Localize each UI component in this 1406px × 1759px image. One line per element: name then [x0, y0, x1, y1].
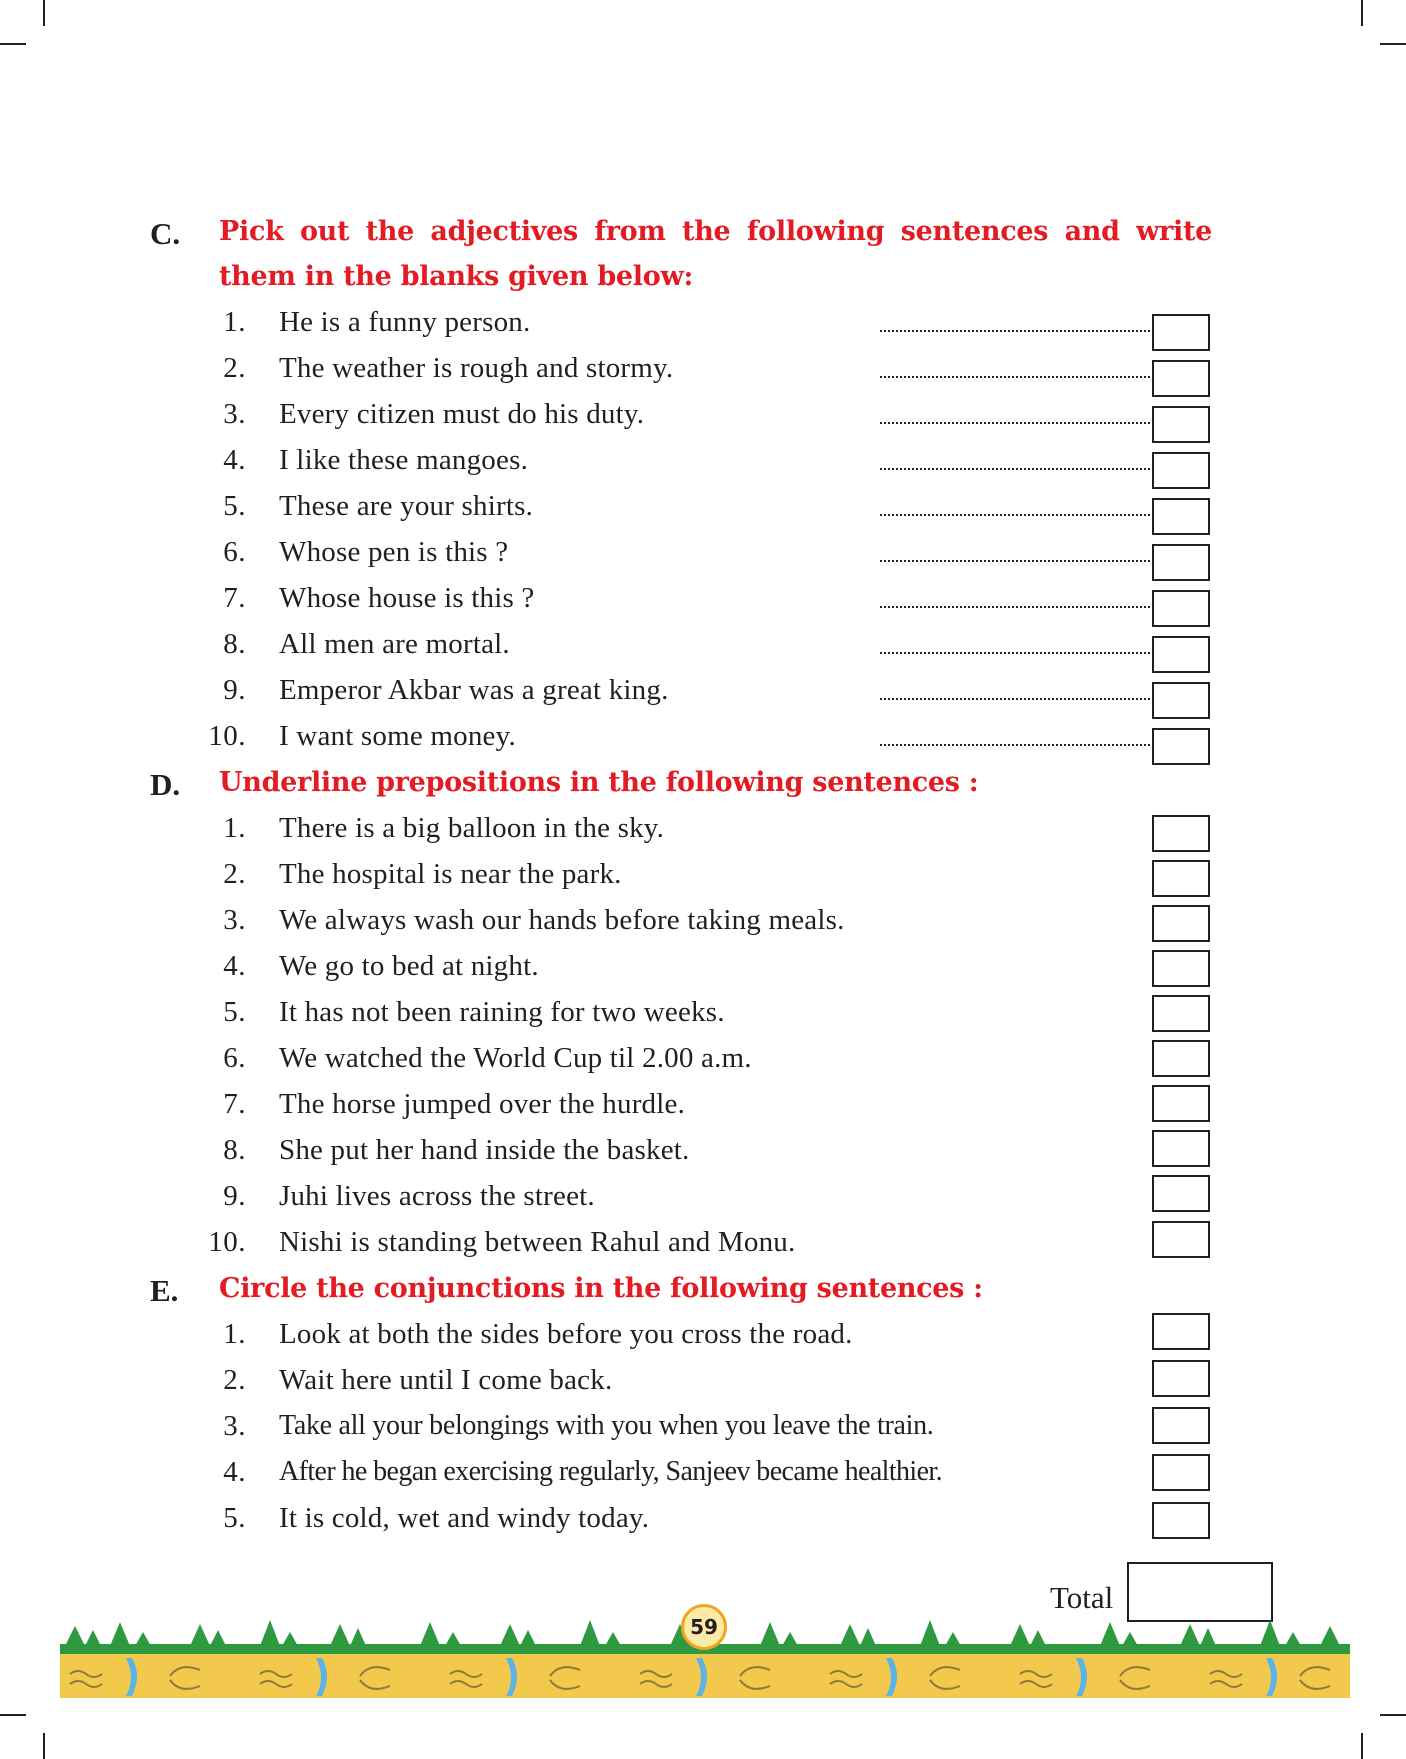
answer-blank[interactable]: [880, 592, 1150, 608]
score-box[interactable]: [1152, 590, 1210, 627]
score-box[interactable]: [1152, 728, 1210, 765]
item-text: The weather is rough and stormy.: [279, 352, 674, 384]
answer-blank[interactable]: [880, 546, 1150, 562]
section-e-letter: E.: [150, 1273, 179, 1308]
item-text: Wait here until I come back.: [279, 1364, 613, 1396]
item-text: Juhi lives across the street.: [279, 1180, 595, 1212]
item-text: Nishi is standing between Rahul and Monu.: [279, 1226, 796, 1258]
item-text: It has not been raining for two weeks.: [279, 996, 725, 1028]
score-box[interactable]: [1152, 360, 1210, 397]
item-number: 5.: [223, 1502, 246, 1534]
score-box[interactable]: [1152, 1085, 1210, 1122]
item-number: 6.: [223, 1042, 246, 1074]
section-c-letter: C.: [150, 216, 181, 251]
score-box[interactable]: [1152, 1360, 1210, 1397]
score-box[interactable]: [1152, 682, 1210, 719]
item-number: 6.: [223, 536, 246, 568]
score-box[interactable]: [1152, 636, 1210, 673]
score-box[interactable]: [1152, 452, 1210, 489]
score-box[interactable]: [1152, 1454, 1210, 1491]
item-number: 5.: [223, 490, 246, 522]
total-label: Total: [1050, 1580, 1114, 1615]
item-text: After he began exercising regularly, Sanjeev became healthier.: [279, 1456, 942, 1487]
score-box[interactable]: [1152, 314, 1210, 351]
item-text: Take all your belongings with you when you leave the train.: [279, 1410, 934, 1441]
crop-mark: [43, 0, 45, 26]
item-text: Whose house is this ?: [279, 582, 535, 614]
crop-mark: [1361, 0, 1363, 26]
section-c-heading-line1: Pick out the adjectives from the following sentences and write: [219, 216, 1212, 247]
crop-mark: [1380, 1714, 1406, 1716]
section-d-letter: D.: [150, 767, 181, 802]
score-box[interactable]: [1152, 498, 1210, 535]
score-box[interactable]: [1152, 1221, 1210, 1258]
score-box[interactable]: [1152, 860, 1210, 897]
answer-blank[interactable]: [880, 638, 1150, 654]
item-number: 2.: [223, 1364, 246, 1396]
item-text: The horse jumped over the hurdle.: [279, 1088, 686, 1120]
item-number: 1.: [223, 812, 246, 844]
item-number: 10.: [208, 1226, 246, 1258]
item-number: 8.: [223, 1134, 246, 1166]
item-text: We always wash our hands before taking meals.: [279, 904, 845, 936]
score-box[interactable]: [1152, 544, 1210, 581]
item-number: 2.: [223, 858, 246, 890]
section-e-heading: Circle the conjunctions in the following sentences :: [219, 1273, 983, 1304]
item-number: 5.: [223, 996, 246, 1028]
item-text: We go to bed at night.: [279, 950, 539, 982]
item-text: These are your shirts.: [279, 490, 534, 522]
item-number: 2.: [223, 352, 246, 384]
score-box[interactable]: [1152, 1175, 1210, 1212]
total-score-box[interactable]: [1127, 1562, 1273, 1622]
item-text: We watched the World Cup til 2.00 a.m.: [279, 1042, 752, 1074]
item-number: 9.: [223, 674, 246, 706]
item-text: I want some money.: [279, 720, 516, 752]
item-number: 3.: [223, 398, 246, 430]
item-number: 1.: [223, 1318, 246, 1350]
item-text: I like these mangoes.: [279, 444, 529, 476]
item-text: Emperor Akbar was a great king.: [279, 674, 669, 706]
item-text: Look at both the sides before you cross the road.: [279, 1318, 853, 1350]
answer-blank[interactable]: [880, 362, 1150, 378]
item-number: 4.: [223, 1456, 246, 1488]
item-text: Every citizen must do his duty.: [279, 398, 645, 430]
score-box[interactable]: [1152, 1502, 1210, 1539]
item-number: 8.: [223, 628, 246, 660]
item-text: He is a funny person.: [279, 306, 531, 338]
score-box[interactable]: [1152, 950, 1210, 987]
item-number: 3.: [223, 1410, 246, 1442]
score-box[interactable]: [1152, 905, 1210, 942]
score-box[interactable]: [1152, 406, 1210, 443]
item-text: It is cold, wet and windy today.: [279, 1502, 650, 1534]
item-text: There is a big balloon in the sky.: [279, 812, 665, 844]
score-box[interactable]: [1152, 1130, 1210, 1167]
item-number: 7.: [223, 1088, 246, 1120]
section-d-heading: Underline prepositions in the following sentences :: [219, 767, 979, 798]
item-number: 4.: [223, 444, 246, 476]
score-box[interactable]: [1152, 1313, 1210, 1350]
item-number: 4.: [223, 950, 246, 982]
item-number: 3.: [223, 904, 246, 936]
answer-blank[interactable]: [880, 500, 1150, 516]
crop-mark: [1380, 43, 1406, 45]
item-number: 1.: [223, 306, 246, 338]
item-text: All men are mortal.: [279, 628, 510, 660]
crop-mark: [0, 43, 26, 45]
answer-blank[interactable]: [880, 730, 1150, 746]
score-box[interactable]: [1152, 1407, 1210, 1444]
score-box[interactable]: [1152, 995, 1210, 1032]
answer-blank[interactable]: [880, 684, 1150, 700]
answer-blank[interactable]: [880, 408, 1150, 424]
crop-mark: [43, 1733, 45, 1759]
crop-mark: [1361, 1733, 1363, 1759]
item-text: She put her hand inside the basket.: [279, 1134, 690, 1166]
item-text: The hospital is near the park.: [279, 858, 622, 890]
section-c-heading-line2: them in the blanks given below:: [219, 261, 694, 292]
item-text: Whose pen is this ?: [279, 536, 509, 568]
answer-blank[interactable]: [880, 454, 1150, 470]
crop-mark: [0, 1714, 26, 1716]
score-box[interactable]: [1152, 1040, 1210, 1077]
item-number: 10.: [208, 720, 246, 752]
page-number: 59: [681, 1604, 727, 1650]
score-box[interactable]: [1152, 815, 1210, 852]
answer-blank[interactable]: [880, 316, 1150, 332]
item-number: 9.: [223, 1180, 246, 1212]
item-number: 7.: [223, 582, 246, 614]
